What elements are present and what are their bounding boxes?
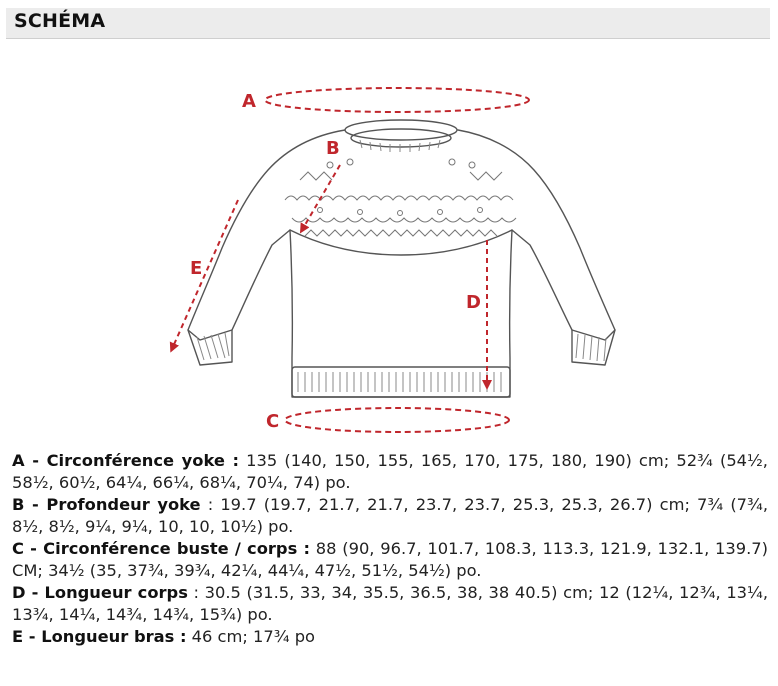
spec-body-length bbox=[12, 582, 768, 626]
spec-sleeve-length bbox=[12, 626, 768, 648]
sweater-outline-icon bbox=[188, 120, 615, 397]
spec-label: D - Longueur corps bbox=[12, 583, 188, 602]
label-d: D bbox=[466, 292, 481, 313]
ribbing-texture bbox=[197, 140, 606, 392]
spec-label: E - Longueur bras : bbox=[12, 627, 187, 646]
measurements-list bbox=[12, 450, 768, 648]
spec-value: : 19.7 (19.7, 21.7, 21.7, 23.7, 23.7, 25.3, 25.3, 26.7) cm; 7¾ (7¾, 8½, 8½, 9¼, 9¼, 10, 10, 10½) po. bbox=[12, 495, 768, 536]
section-header bbox=[6, 8, 770, 39]
spec-label: B - Profondeur yoke bbox=[12, 495, 201, 514]
sweater-schematic bbox=[0, 40, 778, 450]
label-e: E bbox=[190, 258, 203, 279]
label-a: A bbox=[242, 91, 256, 112]
yoke-pattern bbox=[285, 159, 516, 236]
spec-yoke-depth bbox=[12, 494, 768, 538]
spec-value: : 30.5 (31.5, 33, 34, 35.5, 36.5, 38, 38 40.5) cm; 12 (12¼, 12¾, 13¼, 13¾, 14¼, 14¾, 14¾, 15¾) po. bbox=[12, 583, 768, 624]
spec-bust-circumference bbox=[12, 538, 768, 582]
sleeve-length-arrow bbox=[172, 200, 238, 349]
spec-label: A - Circonférence yoke : bbox=[12, 451, 240, 470]
spec-value: 135 (140, 150, 155, 165, 170, 175, 180, 190) cm; 52¾ (54½, 58½, 60½, 64¼, 66¼, 68¼, 70¼, 74) po. bbox=[12, 451, 768, 492]
spec-yoke-circumference bbox=[12, 450, 768, 494]
label-c: C bbox=[266, 411, 280, 432]
yoke-circumference-marker bbox=[265, 88, 529, 112]
measurement-markers bbox=[172, 88, 529, 432]
bust-circumference-marker bbox=[285, 408, 509, 432]
label-b: B bbox=[326, 138, 340, 159]
spec-label: C - Circonférence buste / corps : bbox=[12, 539, 311, 558]
section-title: SCHÉMA bbox=[14, 10, 106, 32]
spec-value: 88 (90, 96.7, 101.7, 108.3, 113.3, 121.9, 132.1, 139.7) CM; 34½ (35, 37¾, 39¾, 42¼, 44¼, 47½, 51½, 54½) po. bbox=[12, 539, 768, 580]
spec-value: 46 cm; 17¾ po bbox=[186, 627, 315, 646]
